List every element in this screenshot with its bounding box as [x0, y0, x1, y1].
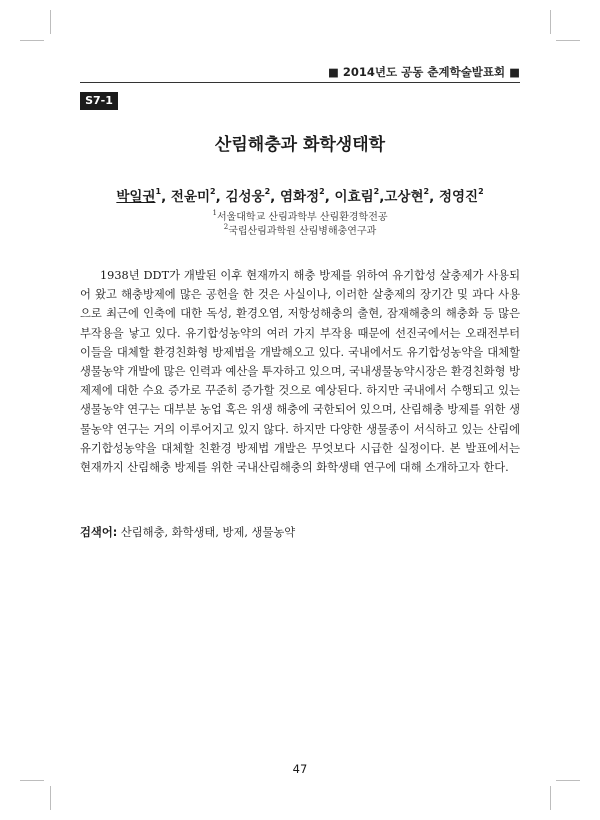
- author-affiliation-sup: 2: [264, 187, 271, 196]
- affiliation-text: 서울대학교 산림과학부 산림환경학전공: [216, 212, 388, 223]
- crop-mark-bottom-left-h: [20, 780, 44, 781]
- author-name: 김성웅: [225, 189, 265, 205]
- author-separator: ,: [270, 189, 280, 205]
- author-affiliation-sup: 2: [478, 187, 484, 196]
- crop-mark-top-left: [50, 10, 51, 34]
- author-affiliation-sup: 2: [423, 187, 430, 196]
- author-list: [80, 185, 520, 205]
- conference-header: ■ 2014년도 공동 춘계학술발표회 ■: [328, 65, 520, 79]
- affiliation-text: 국립산림과학원 산림병해충연구과: [228, 226, 377, 237]
- keywords-label: 검색어:: [80, 526, 118, 539]
- author-affiliation-sup: 2: [319, 187, 325, 196]
- affiliation-sup: 1: [212, 209, 217, 217]
- author-separator: ,: [429, 189, 439, 205]
- crop-mark-top-left-h: [20, 40, 44, 41]
- crop-mark-bottom-left: [50, 786, 51, 810]
- author-affiliation-sup: 1: [155, 187, 162, 196]
- affiliation-sup: 2: [223, 223, 229, 231]
- author-separator: ,: [379, 189, 385, 205]
- affiliation-2: [80, 222, 520, 237]
- author-name: 고상현: [384, 189, 424, 205]
- author-separator: ,: [161, 189, 171, 205]
- author-name: 염화정: [280, 189, 320, 205]
- author-separator: ,: [215, 189, 226, 205]
- author-affiliation-sup: 2: [210, 187, 216, 196]
- crop-mark-top-right: [550, 10, 551, 34]
- author-name: 정영진: [438, 189, 479, 205]
- header-rule: [80, 82, 520, 83]
- keywords-line: [80, 524, 520, 540]
- crop-mark-top-right-h: [556, 40, 580, 41]
- author-name: 전윤미: [170, 189, 211, 205]
- author-separator: ,: [324, 189, 335, 205]
- author-name: 박일권: [116, 189, 156, 205]
- author-name: 이효림: [334, 189, 374, 205]
- crop-mark-bottom-right: [550, 786, 551, 810]
- author-affiliation-sup: 2: [373, 187, 380, 196]
- affiliation-1: [80, 208, 520, 223]
- page-number: 47: [292, 762, 308, 776]
- session-badge: S7-1: [80, 92, 118, 110]
- paper-title: 산림해충과 화학생태학: [214, 135, 386, 155]
- abstract-text: 1938년 DDT가 개발된 이후 현재까지 해충 방제를 위하여 유기합성 살충제가 사용되어 왔고 해충방제에 많은 공헌을 한 것은 사실이나, 이러한 살충제의 장기간 및 과다 사용으로 최근에 인축에 대한 독성, 환경오염, 저항성해충의 출현, 잠재해충의 해충화 등 많은 부작용을 낳고 있다. 유기합성농약의 여러 가지 부작용 때문에 선진국에서는 오래전부터 이들을 대체할 환경친화형 방제법을 개발해오고 있다. 국내에서도 유기합성농약을 대체할 생물농약 개발에 많은 인력과 예산을 투자하고 있으며, 국내생물농약시장은 환경친화형 방제제에 대한 수요 증가로 꾸준히 증가할 것으로 예상된다. 하지만 국내에서 수행되고 있는 생물농약 연구는 대부분 농업 혹은 위생 해충에 국한되어 있으며, 산림해충 방제를 위한 생물농약 연구는 거의 이루어지고 있지 않다. 하지만 다양한 생물종이 서식하고 있는 산림에 유기합성농약을 대체할 친환경 방제법 개발은 무엇보다 시급한 실정이다. 본 발표에서는 현재까지 산림해충 방제를 위한 국내산림해충의 화학생태 연구에 대해 소개하고자 한다.: [80, 269, 520, 475]
- crop-mark-bottom-right-h: [556, 780, 580, 781]
- keywords-text: 산림해충, 화학생태, 방제, 생물농약: [120, 526, 296, 539]
